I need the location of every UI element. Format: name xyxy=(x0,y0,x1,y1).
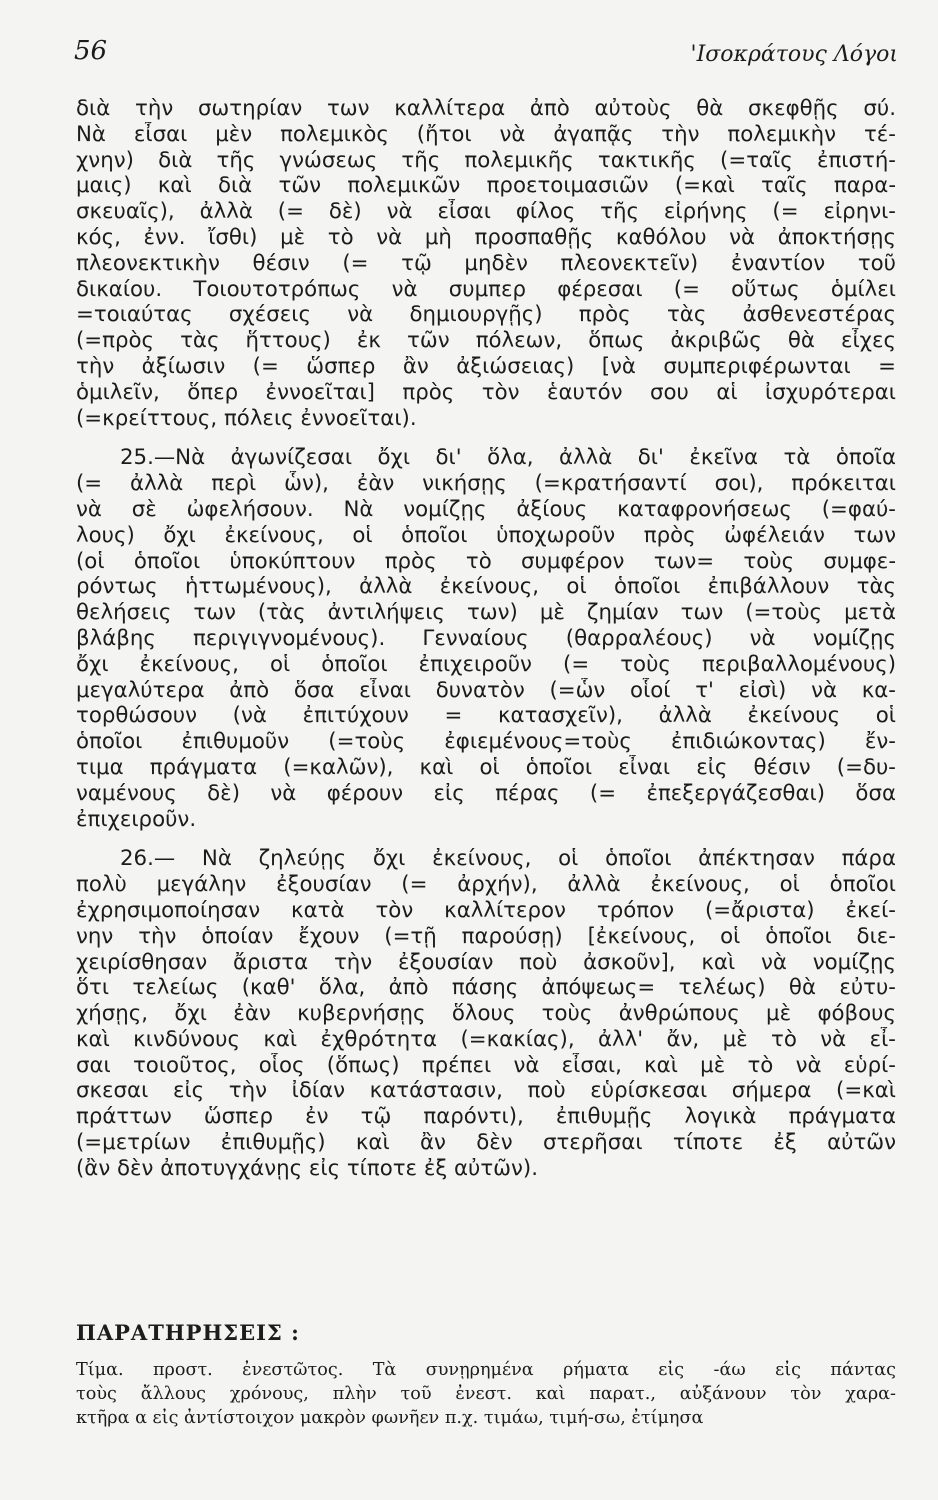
paragraph-1 xyxy=(76,96,896,431)
text-line: ἐχρησιμοποίησαν κατὰ τὸν καλλίτερον τρόπον (=ἄριστα) ἐκεί- xyxy=(76,897,896,923)
text-line: τορθώσουν (νὰ ἐπιτύχουν = κατασχεῖν), ἀλλὰ ἐκείνους οἱ xyxy=(76,703,896,729)
text-line: Νὰ εἶσαι μὲν πολεμικὸς (ἤτοι νὰ ἀγαπᾷς τὴν πολεμικὴν τέ- xyxy=(76,121,896,147)
text-line: 26.— Νὰ ζηλεύῃς ὄχι ἐκείνους, οἱ ὁποῖοι ἀπέκτησαν πάρα xyxy=(120,846,896,872)
note-line: Τίμα. προστ. ἐνεστῶτος. Τὰ συνῃρημένα ρήματα εἰς -άω εἰς πάντας xyxy=(76,1360,896,1380)
text-line: πράττων ὥσπερ ἐν τῷ παρόντι), ἐπιθυμῇς λογικὰ πράγματα xyxy=(76,1104,896,1130)
text-line: σκευαῖς), ἀλλὰ (= δὲ) νὰ εἶσαι φίλος τῆς εἰρήνης (= εἰρηνι- xyxy=(76,199,896,225)
text-line: (= ἀλλὰ περὶ ὧν), ἐὰν νικήσῃς (=κρατήσαντί σοι), πρόκειται xyxy=(76,471,896,497)
note-line: κτῆρα α εἰς ἀντίστοιχον μακρὸν φωνῆεν π.χ. τιμάω, τιμή-σω, ἐτίμησα xyxy=(76,1408,704,1428)
text-line: νην τὴν ὁποίαν ἔχουν (=τῇ παρούσῃ) [ἐκείνους, οἱ ὁποῖοι διε- xyxy=(76,923,896,949)
text-line: (=πρὸς τὰς ἥττους) ἐκ τῶν πόλεων, ὅπως ἀκριβῶς θὰ εἶχες xyxy=(76,328,896,354)
text-line: (=κρείττους, πόλεις ἐννοεῖται). xyxy=(76,405,417,431)
text-line: θελήσεις των (τὰς ἀντιλήψεις των) μὲ ζημίαν των (=τοὺς μετὰ xyxy=(76,600,896,626)
text-line: χήσῃς, ὄχι ἐὰν κυβερνήσῃς ὅλους τοὺς ἀνθρώπους μὲ φόβους xyxy=(76,1001,896,1027)
paragraph-gap xyxy=(76,431,896,445)
text-line: νὰ σὲ ὠφελήσουν. Νὰ νομίζῃς ἀξίους καταφρονήσεως (=φαύ- xyxy=(76,496,896,522)
paragraph-2 xyxy=(76,445,896,832)
text-line: (οἱ ὁποῖοι ὑποκύπτουν πρὸς τὸ συμφέρον των= τοὺς συμφε- xyxy=(76,548,896,574)
text-line: χνην) διὰ τῆς γνώσεως τῆς πολεμικῆς τακτικῆς (=ταῖς ἐπιστή- xyxy=(76,147,896,173)
text-line: πλεονεκτικὴν θέσιν (= τῷ μηδὲν πλεονεκτεῖν) ἐναντίον τοῦ xyxy=(76,250,896,276)
text-line: κός, ἐνν. ἴσθι) μὲ τὸ νὰ μὴ προσπαθῇς καθόλου νὰ ἀποκτήσῃς xyxy=(76,224,896,250)
note-line: τοὺς ἄλλους χρόνους, πλὴν τοῦ ἐνεστ. καὶ παρατ., αὐξάνουν τὸν χαρα- xyxy=(76,1384,896,1404)
text-line: μαις) καὶ διὰ τῶν πολεμικῶν προετοιμασιῶν (=καὶ ταῖς παρα- xyxy=(76,173,896,199)
text-line: σαι τοιοῦτος, οἷος (ὅπως) πρέπει νὰ εἶσαι, καὶ μὲ τὸ νὰ εὑρί- xyxy=(76,1052,896,1078)
text-line: ὁμιλεῖν, ὅπερ ἐννοεῖται] πρὸς τὸν ἑαυτόν σου αἱ ἰσχυρότεραι xyxy=(76,379,896,405)
text-line: πολὺ μεγάλην ἐξουσίαν (= ἀρχήν), ἀλλὰ ἐκείνους, οἱ ὁποῖοι xyxy=(76,872,896,898)
paragraph-gap xyxy=(76,832,896,846)
text-line: βλάβης περιγιγνομένους). Γενναίους (θαρραλέους) νὰ νομίζῃς xyxy=(76,625,896,651)
text-line: (ἂν δὲν ἀποτυγχάνῃς εἰς τίποτε ἐξ αὐτῶν). xyxy=(76,1155,538,1181)
text-line: ναμένους δὲ) νὰ φέρουν εἰς πέρας (= ἐπεξεργάζεσθαι) ὅσα xyxy=(76,780,896,806)
text-line: ὄχι ἐκείνους, οἱ ὁποῖοι ἐπιχειροῦν (= τοὺς περιβαλλομένους) xyxy=(76,651,896,677)
running-title: 'Ισοκράτους Λόγοι xyxy=(690,42,898,67)
text-line: ρόντως ἡττωμένους), ἀλλὰ ἐκείνους, οἱ ὁποῖοι ἐπιβάλλουν τὰς xyxy=(76,574,896,600)
text-line: ὁποῖοι ἐπιθυμοῦν (=τοὺς ἐφιεμένους=τοὺς ἐπιδιώκοντας) ἔν- xyxy=(76,729,896,755)
text-line: ἐπιχειροῦν. xyxy=(76,806,197,832)
text-line: τὴν ἀξίωσιν (= ὥσπερ ἂν ἀξιώσειας) [νὰ συμπεριφέρωνται = xyxy=(76,353,896,379)
text-line: =τοιαύτας σχέσεις νὰ δημιουργῇς) πρὸς τὰς ἀσθενεστέρας xyxy=(76,302,896,328)
body-text xyxy=(76,96,896,1182)
text-line: μεγαλύτερα ἀπὸ ὅσα εἶναι δυνατὸν (=ὧν οἷοί τ' εἰσὶ) νὰ κα- xyxy=(76,677,896,703)
text-line: καὶ κινδύνους καὶ ἐχθρότητα (=κακίας), ἀλλ' ἄν, μὲ τὸ νὰ εἶ- xyxy=(76,1026,896,1052)
paragraph-3 xyxy=(76,846,896,1181)
text-line: σκεσαι εἰς τὴν ἰδίαν κατάστασιν, ποὺ εὑρίσκεσαι σήμερα (=καὶ xyxy=(76,1078,896,1104)
text-line: (=μετρίων ἐπιθυμῇς) καὶ ἂν δὲν στερῆσαι τίποτε ἐξ αὐτῶν xyxy=(76,1130,896,1156)
text-line: λους) ὄχι ἐκείνους, οἱ ὁποῖοι ὑποχωροῦν πρὸς ὠφέλειάν των xyxy=(76,522,896,548)
text-line: δικαίου. Τοιουτοτρόπως νὰ συμπερ φέρεσαι (= οὕτως ὁμίλει xyxy=(76,276,896,302)
text-line: διὰ τὴν σωτηρίαν των καλλίτερα ἀπὸ αὐτοὺς θὰ σκεφθῇς σύ. xyxy=(76,96,896,121)
text-line: χειρίσθησαν ἄριστα τὴν ἐξουσίαν ποὺ ἀσκοῦν], καὶ νὰ νομίζῃς xyxy=(76,949,896,975)
notes-heading: ΠΑΡΑΤΗΡΗΣΕΙΣ : xyxy=(76,1320,300,1345)
text-line: 25.—Νὰ ἀγωνίζεσαι ὄχι δι' ὅλα, ἀλλὰ δι' ἐκεῖνα τὰ ὁποῖα xyxy=(120,445,896,471)
text-line: τιμα πράγματα (=καλῶν), καὶ οἱ ὁποῖοι εἶναι εἰς θέσιν (=δυ- xyxy=(76,754,896,780)
text-line: ὅτι τελείως (καθ' ὅλα, ἀπὸ πάσης ἀπόψεως= τελέως) θὰ εὐτυ- xyxy=(76,975,896,1001)
notes-section xyxy=(76,1358,896,1430)
page-number: 56 xyxy=(74,36,108,66)
page-header xyxy=(74,36,898,76)
